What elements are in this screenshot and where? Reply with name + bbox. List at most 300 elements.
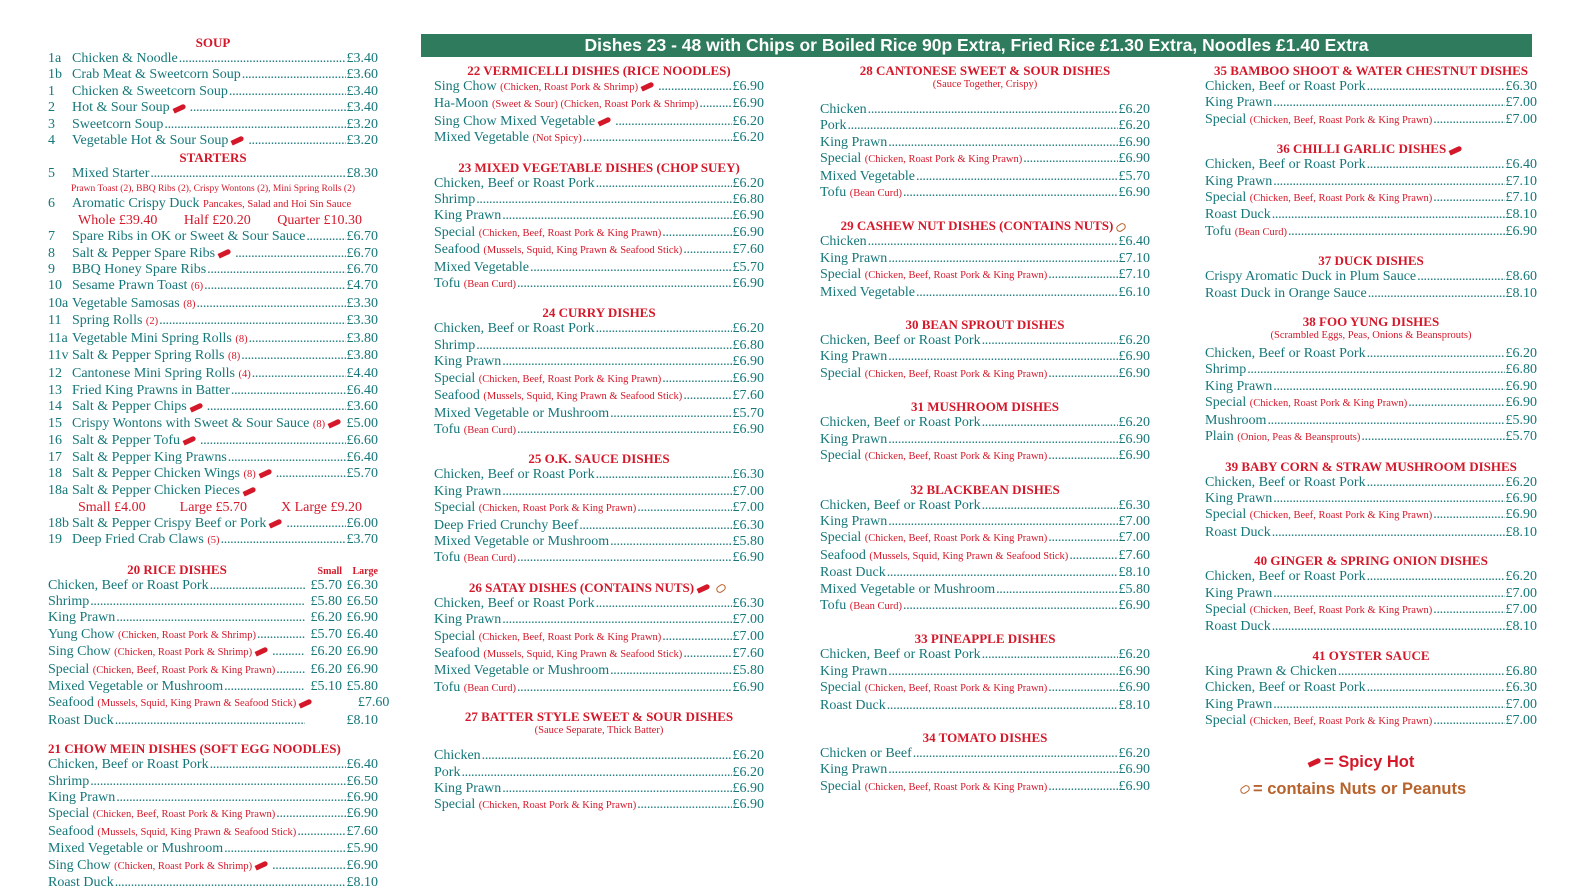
item-name: Vegetable Samosas — [72, 295, 180, 311]
menu-item — [434, 765, 764, 781]
menu-item — [820, 698, 1150, 714]
chili-icon — [598, 117, 612, 127]
item-name: Special — [1205, 712, 1247, 728]
item-price: £6.20 — [732, 113, 764, 129]
chop-suey-list — [434, 176, 764, 294]
item-price: £6.90 — [346, 806, 378, 822]
item-name: Shrimp — [434, 337, 476, 353]
item-note: (Chicken, Beef, Roast Pork & King Prawn) — [1249, 715, 1433, 727]
item-name: Seafood — [434, 388, 480, 404]
item-price: £6.90 — [732, 421, 764, 437]
item-price: £6.70 — [346, 245, 378, 261]
item-price: £3.40 — [346, 100, 378, 116]
section-heading: 29 CASHEW NUT DISHES (CONTAINS NUTS) — [820, 217, 1150, 234]
menu-item — [48, 679, 378, 695]
menu-item — [434, 500, 764, 517]
item-name: King Prawn — [1205, 95, 1273, 111]
item-name: Crispy Aromatic Duck in Plum Sauce — [1205, 269, 1417, 285]
item-name: Mixed Vegetable — [820, 284, 915, 300]
menu-item: 10a Vegetable Samosas (8) ..... £3.30 — [48, 296, 378, 313]
item-price-small: £6.20 — [310, 661, 342, 677]
item-name: Chicken — [820, 102, 867, 117]
bamboo-list — [1205, 79, 1537, 129]
item-name: Mixed Vegetable or Mushroom — [820, 581, 996, 597]
item-price: £3.30 — [346, 313, 378, 329]
chili-icon — [328, 418, 342, 428]
item-note: (Chicken, Roast Pork & King Prawn) — [478, 503, 637, 515]
item-name: Roast Duck in Orange Sauce — [1205, 285, 1367, 301]
item-price: £8.10 — [1505, 524, 1537, 540]
item-price: £7.60 — [732, 645, 764, 661]
item-price: £7.60 — [732, 242, 764, 258]
item-name: Special — [1205, 395, 1247, 411]
menu-item — [434, 96, 764, 113]
item-name: Special — [48, 806, 90, 822]
menu-item — [1205, 207, 1537, 223]
item-price: £5.70 — [346, 465, 378, 481]
section-subtitle: (Scrambled Eggs, Peas, Onions & Beansprouts) — [1270, 330, 1472, 342]
item-name: Salt & Pepper Spring Rolls — [72, 348, 225, 364]
item-name: Special — [434, 370, 476, 386]
column-2 — [434, 62, 764, 815]
chili-icon — [255, 860, 269, 870]
menu-item — [434, 646, 764, 663]
item-name: Tofu — [820, 597, 847, 613]
chili-icon — [269, 519, 283, 529]
item-note: (Sweet & Sour) (Chicken, Roast Pork & Shrimp) — [491, 99, 699, 111]
item-name: Chicken or Beef — [820, 745, 912, 761]
item-name: Special — [48, 661, 90, 677]
menu-item — [434, 422, 764, 439]
menu-item — [1205, 286, 1537, 302]
menu-item: 18 Salt & Pepper Chicken Wings (8) ..... £5.70 — [48, 466, 378, 483]
menu-item — [1205, 346, 1537, 362]
menu-item — [820, 151, 1150, 168]
section-heading: 33 PINEAPPLE DISHES — [914, 631, 1056, 647]
menu-item — [48, 757, 378, 773]
item-price: £7.60 — [732, 388, 764, 404]
item-price: £3.60 — [346, 67, 378, 83]
item-note: (Chicken, Beef, Roast Pork & King Prawn) — [478, 631, 662, 643]
item-name: King Prawn — [434, 781, 502, 796]
item-note: (Mussels, Squid, King Prawn & Seafood Stick) — [869, 550, 1069, 562]
section-heading: 32 BLACKBEAN DISHES — [910, 481, 1060, 497]
item-note: (Mussels, Squid, King Prawn & Seafood Stick) — [483, 391, 683, 403]
item-price: £5.70 — [1118, 168, 1150, 184]
item-name: King Prawn — [48, 610, 116, 626]
menu-item: 16 Salt & Pepper Tofu ..... £6.60 — [48, 433, 378, 449]
item-name: Roast Duck — [48, 712, 114, 728]
item-price: £5.70 — [732, 405, 764, 421]
section-heading: 25 O.K. SAUCE DISHES — [528, 451, 670, 467]
oyster-list — [1205, 664, 1537, 731]
chili-icon — [172, 103, 186, 113]
menu-item: 12 Cantonese Mini Spring Rolls (4) ..... £4.40 — [48, 366, 378, 383]
item-price: £6.90 — [732, 370, 764, 386]
menu-item — [48, 644, 378, 661]
menu-item — [820, 333, 1150, 349]
menu-item — [820, 432, 1150, 448]
size-prices: Small £4.00 Large £5.70 X Large £9.20 — [78, 499, 362, 515]
item-name: King Prawn — [1205, 173, 1273, 189]
item-price: £6.70 — [346, 229, 378, 245]
item-note: (Chicken, Roast Pork & King Prawn) — [864, 154, 1023, 166]
menu-item — [820, 185, 1150, 202]
item-price: £6.90 — [346, 790, 378, 806]
menu-item: 3 Sweetcorn Soup ..... £3.20 — [48, 117, 378, 133]
item-price: £7.00 — [1505, 601, 1537, 617]
item-name: King Prawn — [820, 513, 888, 529]
item-price: £6.20 — [1505, 346, 1537, 362]
item-price: £3.40 — [346, 51, 378, 66]
item-price-small: £5.80 — [310, 593, 342, 609]
menu-item — [434, 338, 764, 354]
item-note: (8) — [312, 418, 326, 430]
curry-list — [434, 321, 764, 439]
item-note: (Mussels, Squid, King Prawn & Seafood Stick) — [97, 826, 297, 838]
item-price-large: £6.50 — [346, 593, 378, 609]
item-name: Mixed Vegetable or Mushroom — [434, 533, 610, 549]
item-note: (Chicken, Beef, Roast Pork & King Prawn) — [864, 270, 1048, 282]
mushroom-list — [820, 415, 1150, 465]
item-name: King Prawn — [820, 431, 888, 447]
section-heading: 37 DUCK DISHES — [1318, 253, 1424, 269]
cantonese-list — [820, 102, 1150, 202]
section-subtitle: (Sauce Together, Crispy) — [932, 79, 1038, 90]
pineapple-list — [820, 647, 1150, 714]
menu-item — [820, 746, 1150, 762]
item-name: Chicken & Sweetcorn Soup — [72, 83, 228, 99]
section-heading: 35 BAMBOO SHOOT & WATER CHESTNUT DISHES — [1213, 63, 1528, 78]
item-price: £7.00 — [732, 628, 764, 644]
item-name: Mixed Vegetable — [434, 259, 529, 275]
item-name: Chicken, Beef or Roast Pork — [434, 175, 595, 191]
menu-item — [1205, 157, 1537, 173]
menu-item — [1205, 379, 1537, 395]
item-price: £6.40 — [1118, 234, 1150, 250]
item-price: £8.60 — [1505, 269, 1537, 285]
item-name: King Prawn — [1205, 378, 1273, 394]
item-name: Mixed Vegetable — [820, 168, 915, 184]
item-note: (Bean Curd) — [463, 279, 516, 291]
section-heading: 24 CURRY DISHES — [542, 305, 656, 321]
menu-item — [48, 610, 378, 626]
item-note: (Chicken, Beef, Roast Pork & King Prawn) — [1249, 193, 1433, 205]
rice-heading: 20 RICE DISHES Small Large — [127, 561, 378, 577]
section-heading: 30 BEAN SPROUT DISHES — [905, 317, 1065, 333]
item-name: Special — [1205, 601, 1247, 617]
item-name: Salt & Pepper Chicken Wings — [72, 465, 240, 481]
item-name: Chicken, Beef or Roast Pork — [434, 467, 595, 483]
item-price: £8.10 — [1505, 285, 1537, 301]
item-name: Chicken, Beef or Roast Pork — [820, 647, 981, 663]
column-3 — [820, 62, 1150, 796]
chili-icon — [255, 647, 269, 657]
item-price-large: £7.60 — [357, 695, 390, 711]
item-note: (Chicken, Roast Pork & Shrimp) — [500, 82, 639, 93]
menu-item: 11a Vegetable Mini Spring Rolls (8) ..... £3.80 — [48, 331, 378, 348]
menu-item: 11 Spring Rolls (2) ..... £3.30 — [48, 313, 378, 330]
menu-item — [434, 225, 764, 242]
item-price-large: £6.90 — [346, 644, 378, 660]
item-name: Chicken, Beef or Roast Pork — [1205, 474, 1366, 490]
menu-item — [820, 680, 1150, 697]
item-name: Mixed Vegetable — [434, 130, 529, 146]
menu-item — [1205, 395, 1537, 412]
menu-item — [48, 806, 378, 823]
item-name: Ha-Moon — [434, 96, 489, 112]
item-name: Salt & Pepper Tofu — [72, 433, 181, 449]
menu-item — [48, 662, 378, 679]
item-name: BBQ Honey Spare Ribs — [72, 262, 207, 278]
item-name: Chicken, Beef or Roast Pork — [434, 595, 595, 611]
menu-item — [434, 176, 764, 192]
soup-list — [48, 51, 378, 149]
item-price: £6.50 — [346, 773, 378, 789]
item-price: £6.30 — [1118, 497, 1150, 513]
item-name: Tofu — [1205, 223, 1232, 239]
item-price: £5.80 — [1118, 581, 1150, 597]
chili-icon — [258, 469, 272, 479]
item-price: £6.80 — [732, 337, 764, 353]
menu-item — [1205, 619, 1537, 635]
item-price: £5.70 — [732, 259, 764, 275]
item-name: Chicken, Beef or Roast Pork — [1205, 79, 1366, 94]
item-name: Seafood — [48, 695, 94, 711]
item-name: Sing Chow — [434, 79, 497, 94]
item-price: £8.10 — [346, 875, 378, 891]
menu-item — [434, 550, 764, 567]
item-name: Chicken, Beef or Roast Pork — [1205, 569, 1366, 585]
item-price: £6.20 — [1118, 647, 1150, 663]
size-prices: Whole £39.40 Half £20.20 Quarter £10.30 — [78, 213, 362, 229]
item-price: £6.90 — [1505, 378, 1537, 394]
item-price: £4.40 — [346, 365, 378, 381]
item-price-small: £5.70 — [310, 626, 342, 642]
item-price: £6.80 — [732, 192, 764, 208]
menu-item — [434, 612, 764, 628]
menu-item — [434, 518, 764, 534]
item-price: £6.20 — [1118, 102, 1150, 117]
item-price: £6.90 — [732, 276, 764, 292]
item-name: Chicken, Beef or Roast Pork — [48, 577, 209, 593]
item-price: £6.90 — [1118, 431, 1150, 447]
item-name: Shrimp — [48, 773, 90, 789]
item-name: Mixed Vegetable or Mushroom — [48, 841, 224, 857]
item-price-small: £5.70 — [310, 577, 342, 593]
menu-item — [820, 135, 1150, 151]
item-price: £3.30 — [346, 295, 378, 311]
extras-banner: Dishes 23 - 48 with Chips or Boiled Rice 90p Extra, Fried Rice £1.30 Extra, Noodles £1.40 Extra — [421, 34, 1532, 57]
chili-icon — [299, 698, 313, 708]
menu-item — [820, 366, 1150, 383]
menu-item: 6 Aromatic Crispy Duck Pancakes, Salad and Hoi Sin Sauce — [48, 195, 352, 211]
item-price: £6.90 — [1505, 490, 1537, 506]
section-heading: 23 MIXED VEGETABLE DISHES (CHOP SUEY) — [458, 159, 740, 175]
column-4 — [1205, 62, 1537, 730]
menu-item — [48, 841, 378, 857]
item-price: £6.30 — [732, 595, 764, 611]
menu-item — [820, 285, 1150, 301]
item-price: £6.90 — [1118, 663, 1150, 679]
item-price: £7.00 — [1505, 95, 1537, 111]
item-price: £5.80 — [732, 533, 764, 549]
menu-item — [820, 102, 1150, 118]
item-name: Special — [1205, 190, 1247, 206]
item-name: Shrimp — [1205, 362, 1247, 378]
item-note: (Chicken, Beef, Roast Pork & King Prawn) — [478, 227, 662, 239]
menu-item — [820, 664, 1150, 680]
item-price: £5.90 — [346, 841, 378, 857]
menu-item — [1205, 586, 1537, 602]
item-note: (Bean Curd) — [463, 682, 516, 694]
menu-item — [820, 598, 1150, 615]
section-heading: 28 CANTONESE SWEET & SOUR DISHES — [859, 63, 1111, 78]
menu-item — [48, 875, 378, 891]
item-name: Chicken — [434, 748, 481, 764]
item-name: Shrimp — [434, 192, 476, 208]
menu-item: 9 BBQ Honey Spare Ribs ..... £6.70 — [48, 262, 378, 278]
item-name: Special — [820, 448, 862, 464]
item-price: £8.10 — [1118, 565, 1150, 581]
item-name: Vegetable Hot & Sour Soup — [72, 133, 229, 149]
menu-item — [820, 565, 1150, 581]
item-note: (Chicken, Beef, Roast Pork & King Prawn) — [864, 533, 1048, 545]
item-price: £3.40 — [346, 83, 378, 99]
baby-corn-list — [1205, 475, 1537, 542]
section-heading: SOUP — [195, 35, 231, 50]
menu-item: 17 Salt & Pepper King Prawns ..... £6.40 — [48, 450, 378, 466]
item-price: £7.00 — [732, 483, 764, 499]
menu-item — [48, 594, 378, 610]
menu-item — [1205, 112, 1537, 129]
item-price: £6.20 — [1118, 333, 1150, 349]
menu-item — [1205, 680, 1537, 696]
item-name: Tofu — [820, 185, 847, 201]
item-name: Pork — [434, 764, 461, 780]
item-name: Roast Duck — [820, 565, 886, 581]
item-price: £7.10 — [1505, 190, 1537, 206]
section-heading: 34 TOMATO DISHES — [922, 729, 1048, 745]
item-price: £6.20 — [732, 321, 764, 337]
menu-item: 18a Salt & Pepper Chicken Pieces — [48, 483, 378, 499]
menu-item — [434, 276, 764, 293]
item-name: Seafood — [48, 823, 94, 839]
menu-item — [1205, 269, 1537, 285]
menu-item — [434, 680, 764, 697]
item-name: Mixed Vegetable or Mushroom — [48, 679, 224, 694]
menu-item: 1 Chicken & Sweetcorn Soup ..... £3.40 — [48, 84, 378, 100]
item-name: Chicken, Beef or Roast Pork — [820, 333, 981, 349]
menu-item — [1205, 664, 1537, 680]
item-name: Special — [820, 680, 862, 696]
item-name: Special — [1205, 507, 1247, 523]
item-price: £6.90 — [732, 679, 764, 695]
menu-item — [48, 578, 378, 594]
item-price: £3.60 — [346, 399, 378, 415]
menu-item — [1205, 569, 1537, 585]
item-price: £6.90 — [346, 857, 378, 873]
item-note: (Chicken, Beef, Roast Pork & King Prawn) — [1249, 114, 1433, 126]
item-name: Mushroom — [1205, 412, 1267, 428]
item-name: Roast Duck — [48, 875, 114, 891]
item-price: £5.90 — [1505, 412, 1537, 428]
item-price: £6.20 — [1118, 745, 1150, 761]
menu-item — [1205, 413, 1537, 429]
rice-list — [48, 577, 390, 730]
section-heading: STARTERS — [179, 150, 247, 166]
item-note: (Bean Curd) — [463, 424, 516, 436]
item-price: £6.90 — [732, 224, 764, 240]
item-name: Special — [820, 151, 862, 167]
item-price: £6.90 — [732, 79, 764, 94]
item-note: (4) — [238, 368, 251, 380]
item-price: £7.00 — [1505, 696, 1537, 712]
menu-item — [1205, 525, 1537, 541]
menu-item — [48, 695, 390, 712]
item-price: £7.10 — [1118, 250, 1150, 266]
item-price: £7.60 — [1118, 547, 1150, 563]
item-name: Plain — [1205, 429, 1234, 445]
item-price: £7.60 — [346, 823, 378, 839]
chili-icon — [1449, 145, 1463, 155]
item-price: £6.40 — [1505, 157, 1537, 173]
menu-item — [1205, 224, 1537, 241]
item-name: King Prawn — [434, 354, 502, 370]
item-price: £6.20 — [732, 175, 764, 191]
menu-item — [820, 498, 1150, 514]
menu-item — [434, 130, 764, 147]
item-note: (6) — [190, 281, 204, 293]
item-price: £6.90 — [732, 354, 764, 370]
item-note: (Not Spicy) — [532, 133, 582, 145]
item-note: (Chicken, Roast Pork & Shrimp) — [114, 647, 253, 659]
section-heading: 36 CHILLI GARLIC DISHES — [1205, 140, 1537, 157]
section-heading: 26 SATAY DISHES (CONTAINS NUTS) — [434, 579, 764, 596]
item-price: £5.00 — [346, 415, 378, 431]
item-name: Sesame Prawn Toast — [72, 278, 188, 294]
item-note: (Chicken, Beef, Roast Pork & King Prawn) — [1249, 510, 1433, 522]
section-heading: 22 VERMICELLI DISHES (RICE NOODLES) — [467, 63, 731, 78]
item-price-large: £6.90 — [346, 661, 378, 677]
menu-item — [820, 530, 1150, 547]
item-name: Sing Chow Mixed Vegetable — [434, 113, 596, 129]
item-price: £6.90 — [1118, 365, 1150, 381]
menu-item — [434, 114, 764, 130]
item-name: Roast Duck — [1205, 207, 1271, 223]
peanut-icon — [1115, 222, 1127, 233]
item-price: £6.90 — [732, 208, 764, 224]
item-name: Tofu — [434, 679, 461, 695]
column-1 — [48, 34, 390, 891]
item-price: £6.90 — [732, 550, 764, 566]
item-note: Prawn Toast (2), BBQ Ribs (2), Crispy Wontons (2), Mini Spring Rolls (2) — [70, 183, 356, 194]
cashew-list — [820, 234, 1150, 301]
item-name: Spring Rolls — [72, 313, 143, 329]
menu-item — [434, 371, 764, 388]
menu-item — [434, 260, 764, 276]
chili-icon — [697, 584, 711, 594]
menu-item — [48, 858, 378, 875]
item-note: (Mussels, Squid, King Prawn & Seafood Stick) — [97, 698, 297, 710]
menu-item — [820, 779, 1150, 796]
item-name: Chicken, Beef or Roast Pork — [820, 415, 981, 431]
item-note: (Bean Curd) — [849, 600, 902, 612]
item-name: Chicken, Beef or Roast Pork — [48, 757, 209, 773]
item-name: Fried King Prawns in Batter — [72, 382, 230, 398]
item-price: £6.20 — [732, 130, 764, 146]
section-heading: 38 FOO YUNG DISHES — [1302, 314, 1440, 330]
